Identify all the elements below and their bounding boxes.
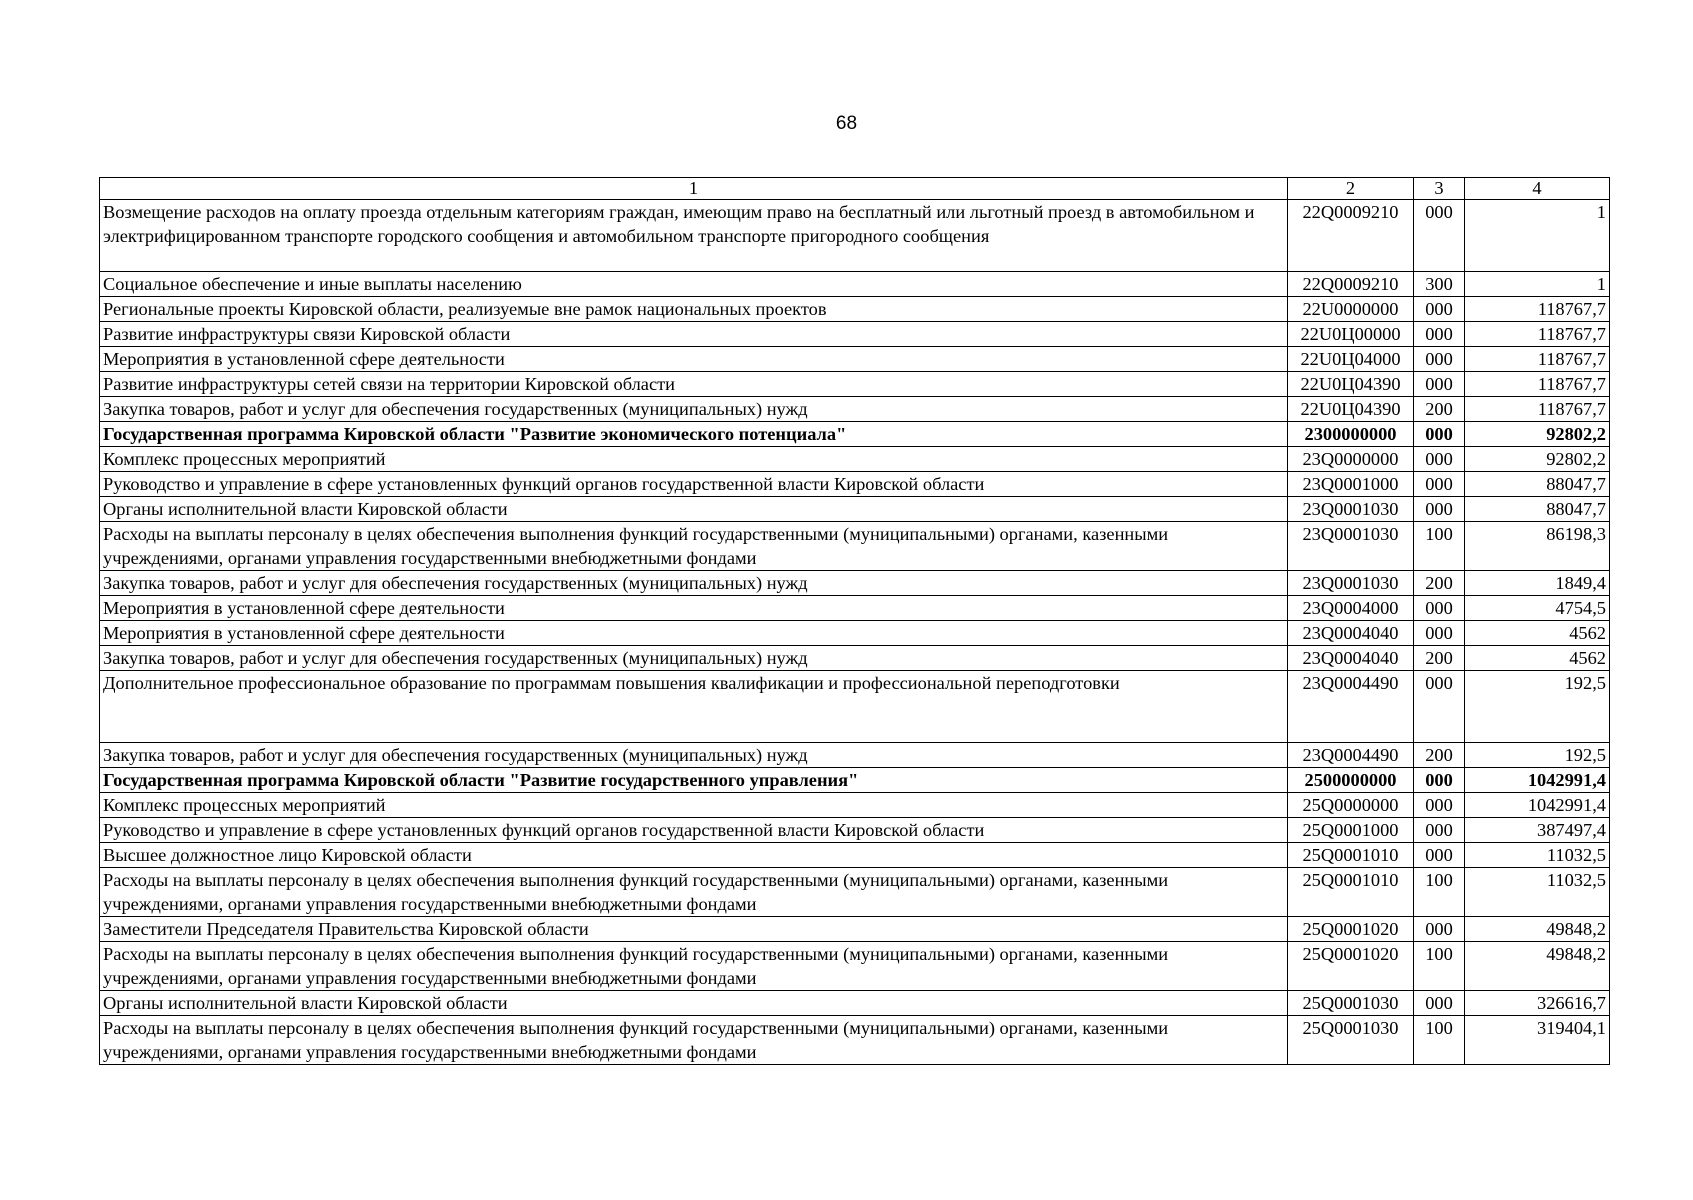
row-code-cell: 23Q0001030: [1288, 497, 1414, 522]
table-row: [100, 671, 1610, 743]
row-name-cell: Региональные проекты Кировской области, реализуемые вне рамок национальных проектов: [100, 297, 1288, 322]
row-amount-cell: 11032,5: [1465, 843, 1610, 868]
header-col-2: 2: [1288, 178, 1414, 200]
row-amount-cell: 4562: [1465, 646, 1610, 671]
row-type-cell: 200: [1414, 743, 1465, 768]
row-type-cell: 000: [1414, 596, 1465, 621]
table-row: [100, 397, 1610, 422]
table-row: [100, 917, 1610, 942]
row-name-cell: Комплекс процессных мероприятий: [100, 447, 1288, 472]
row-type-cell: 000: [1414, 793, 1465, 818]
row-name-cell: Социальное обеспечение и иные выплаты населению: [100, 272, 1288, 297]
row-amount-cell: 326616,7: [1465, 991, 1610, 1016]
row-name-cell: Комплекс процессных мероприятий: [100, 793, 1288, 818]
row-type-cell: 000: [1414, 447, 1465, 472]
row-code-cell: 23Q0004040: [1288, 621, 1414, 646]
table-row: [100, 297, 1610, 322]
table-row: [100, 272, 1610, 297]
row-code-cell: 25Q0001030: [1288, 991, 1414, 1016]
table-row: [100, 646, 1610, 671]
table-row: [100, 447, 1610, 472]
row-amount-cell: 192,5: [1465, 671, 1610, 743]
table-row: [100, 422, 1610, 447]
table-row: [100, 1016, 1610, 1065]
row-amount-cell: 88047,7: [1465, 497, 1610, 522]
row-name-cell: Возмещение расходов на оплату проезда отдельным категориям граждан, имеющим право на бесплатный или льготный проезд в автомобильном и электрифицированном транспорте городского сообщения и автомобильном транспорте пригородного сообщения: [100, 200, 1288, 272]
table-row: [100, 991, 1610, 1016]
row-code-cell: 23Q0004490: [1288, 743, 1414, 768]
row-name-cell: Закупка товаров, работ и услуг для обеспечения государственных (муниципальных) нужд: [100, 397, 1288, 422]
row-name-cell: Мероприятия в установленной сфере деятельности: [100, 347, 1288, 372]
row-code-cell: 22U0000000: [1288, 297, 1414, 322]
row-type-cell: 000: [1414, 671, 1465, 743]
header-row: [100, 178, 1610, 200]
header-col-1: 1: [100, 178, 1288, 200]
row-amount-cell: 1: [1465, 272, 1610, 297]
row-name-cell: Мероприятия в установленной сфере деятельности: [100, 596, 1288, 621]
header-col-4: 4: [1465, 178, 1610, 200]
row-type-cell: 200: [1414, 397, 1465, 422]
table-row: [100, 621, 1610, 646]
row-type-cell: 000: [1414, 497, 1465, 522]
row-type-cell: 100: [1414, 942, 1465, 991]
page-number: 68: [835, 113, 858, 134]
table-row: [100, 793, 1610, 818]
row-code-cell: 25Q0000000: [1288, 793, 1414, 818]
row-type-cell: 200: [1414, 571, 1465, 596]
table-row: [100, 322, 1610, 347]
table-body: [100, 200, 1610, 1065]
row-code-cell: 23Q0004040: [1288, 646, 1414, 671]
table-row: [100, 497, 1610, 522]
table-row: [100, 596, 1610, 621]
table-row: [100, 768, 1610, 793]
row-code-cell: 25Q0001010: [1288, 868, 1414, 917]
row-type-cell: 300: [1414, 272, 1465, 297]
row-type-cell: 100: [1414, 1016, 1465, 1065]
row-name-cell: Расходы на выплаты персоналу в целях обеспечения выполнения функций государственными (муниципальными) органами, казенными учреждениями, органами управления государственными внебюджетными фондами: [100, 868, 1288, 917]
table-row: [100, 868, 1610, 917]
row-name-cell: Руководство и управление в сфере установленных функций органов государственной власти Кировской области: [100, 472, 1288, 497]
row-name-cell: Руководство и управление в сфере установленных функций органов государственной власти Кировской области: [100, 818, 1288, 843]
row-code-cell: 2500000000: [1288, 768, 1414, 793]
row-amount-cell: 387497,4: [1465, 818, 1610, 843]
row-code-cell: 22U0Ц04390: [1288, 397, 1414, 422]
table-row: [100, 472, 1610, 497]
table-row: [100, 818, 1610, 843]
row-amount-cell: 92802,2: [1465, 447, 1610, 472]
table-row: [100, 522, 1610, 571]
header-col-3: 3: [1414, 178, 1465, 200]
row-name-cell: Закупка товаров, работ и услуг для обеспечения государственных (муниципальных) нужд: [100, 646, 1288, 671]
row-amount-cell: 11032,5: [1465, 868, 1610, 917]
row-amount-cell: 1: [1465, 200, 1610, 272]
row-type-cell: 000: [1414, 843, 1465, 868]
row-name-cell: Органы исполнительной власти Кировской области: [100, 991, 1288, 1016]
row-amount-cell: 118767,7: [1465, 397, 1610, 422]
row-code-cell: 23Q0001000: [1288, 472, 1414, 497]
row-code-cell: 22U0Ц04390: [1288, 372, 1414, 397]
row-name-cell: Закупка товаров, работ и услуг для обеспечения государственных (муниципальных) нужд: [100, 571, 1288, 596]
budget-table: [99, 177, 1610, 1065]
row-amount-cell: 1042991,4: [1465, 793, 1610, 818]
row-code-cell: 23Q0004000: [1288, 596, 1414, 621]
row-code-cell: 23Q0004490: [1288, 671, 1414, 743]
row-amount-cell: 88047,7: [1465, 472, 1610, 497]
row-amount-cell: 118767,7: [1465, 322, 1610, 347]
table-row: [100, 347, 1610, 372]
table-row: [100, 942, 1610, 991]
row-type-cell: 000: [1414, 347, 1465, 372]
table-row: [100, 372, 1610, 397]
row-type-cell: 100: [1414, 522, 1465, 571]
row-amount-cell: 92802,2: [1465, 422, 1610, 447]
row-type-cell: 000: [1414, 991, 1465, 1016]
row-type-cell: 000: [1414, 322, 1465, 347]
row-type-cell: 000: [1414, 422, 1465, 447]
row-type-cell: 000: [1414, 472, 1465, 497]
row-amount-cell: 86198,3: [1465, 522, 1610, 571]
row-type-cell: 000: [1414, 621, 1465, 646]
row-name-cell: Государственная программа Кировской области "Развитие государственного управления": [100, 768, 1288, 793]
row-name-cell: Расходы на выплаты персоналу в целях обеспечения выполнения функций государственными (муниципальными) органами, казенными учреждениями, органами управления государственными внебюджетными фондами: [100, 1016, 1288, 1065]
row-amount-cell: 319404,1: [1465, 1016, 1610, 1065]
row-type-cell: 200: [1414, 646, 1465, 671]
row-amount-cell: 49848,2: [1465, 917, 1610, 942]
row-amount-cell: 118767,7: [1465, 372, 1610, 397]
row-name-cell: Органы исполнительной власти Кировской области: [100, 497, 1288, 522]
table-row: [100, 200, 1610, 272]
row-code-cell: 25Q0001020: [1288, 917, 1414, 942]
row-code-cell: 2300000000: [1288, 422, 1414, 447]
row-type-cell: 000: [1414, 372, 1465, 397]
table-row: [100, 843, 1610, 868]
row-name-cell: Заместители Председателя Правительства Кировской области: [100, 917, 1288, 942]
row-name-cell: Расходы на выплаты персоналу в целях обеспечения выполнения функций государственными (муниципальными) органами, казенными учреждениями, органами управления государственными внебюджетными фондами: [100, 522, 1288, 571]
row-type-cell: 000: [1414, 917, 1465, 942]
row-amount-cell: 4562: [1465, 621, 1610, 646]
row-code-cell: 25Q0001010: [1288, 843, 1414, 868]
row-code-cell: 22Q0009210: [1288, 272, 1414, 297]
row-name-cell: Расходы на выплаты персоналу в целях обеспечения выполнения функций государственными (муниципальными) органами, казенными учреждениями, органами управления государственными внебюджетными фондами: [100, 942, 1288, 991]
row-amount-cell: 1042991,4: [1465, 768, 1610, 793]
row-name-cell: Мероприятия в установленной сфере деятельности: [100, 621, 1288, 646]
row-name-cell: Дополнительное профессиональное образование по программам повышения квалификации и профессиональной переподготовки: [100, 671, 1288, 743]
row-code-cell: 23Q0000000: [1288, 447, 1414, 472]
row-amount-cell: 4754,5: [1465, 596, 1610, 621]
row-amount-cell: 118767,7: [1465, 347, 1610, 372]
row-name-cell: Высшее должностное лицо Кировской области: [100, 843, 1288, 868]
row-code-cell: 22U0Ц04000: [1288, 347, 1414, 372]
row-code-cell: 23Q0001030: [1288, 522, 1414, 571]
row-code-cell: 23Q0001030: [1288, 571, 1414, 596]
row-type-cell: 000: [1414, 297, 1465, 322]
row-name-cell: Развитие инфраструктуры связи Кировской области: [100, 322, 1288, 347]
row-amount-cell: 192,5: [1465, 743, 1610, 768]
table-row: [100, 571, 1610, 596]
row-code-cell: 25Q0001000: [1288, 818, 1414, 843]
row-code-cell: 25Q0001020: [1288, 942, 1414, 991]
row-name-cell: Закупка товаров, работ и услуг для обеспечения государственных (муниципальных) нужд: [100, 743, 1288, 768]
row-name-cell: Государственная программа Кировской области "Развитие экономического потенциала": [100, 422, 1288, 447]
row-type-cell: 000: [1414, 200, 1465, 272]
row-type-cell: 000: [1414, 768, 1465, 793]
row-amount-cell: 118767,7: [1465, 297, 1610, 322]
row-amount-cell: 1849,4: [1465, 571, 1610, 596]
row-type-cell: 000: [1414, 818, 1465, 843]
row-name-cell: Развитие инфраструктуры сетей связи на территории Кировской области: [100, 372, 1288, 397]
row-amount-cell: 49848,2: [1465, 942, 1610, 991]
table-row: [100, 743, 1610, 768]
row-code-cell: 25Q0001030: [1288, 1016, 1414, 1065]
row-type-cell: 100: [1414, 868, 1465, 917]
row-code-cell: 22Q0009210: [1288, 200, 1414, 272]
row-code-cell: 22U0Ц00000: [1288, 322, 1414, 347]
